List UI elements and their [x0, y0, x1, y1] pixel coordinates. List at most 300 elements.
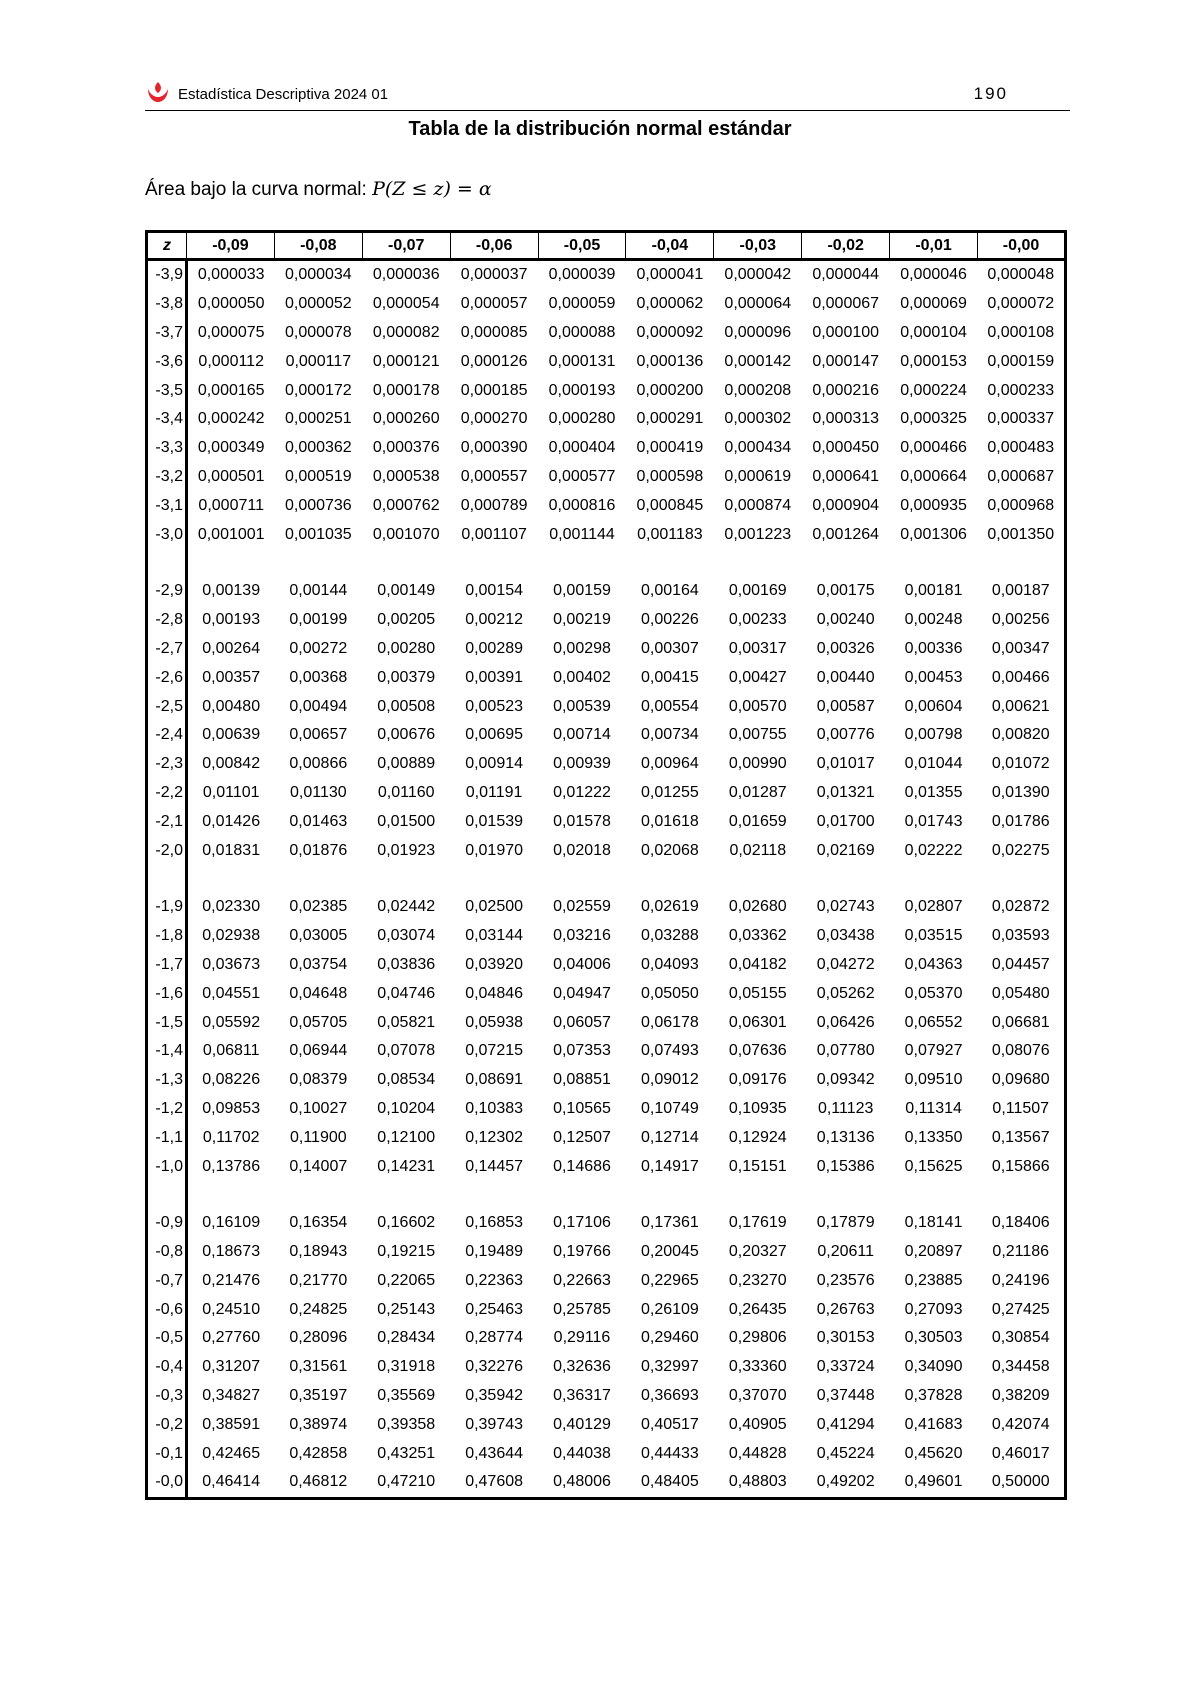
probability-cell: 0,18141: [904, 1214, 963, 1232]
probability-cell: 0,03515: [904, 927, 963, 945]
probability-cell: 0,02222: [904, 841, 963, 859]
table-row: [147, 663, 1066, 692]
spacer-cell: [187, 549, 275, 577]
table-row: [147, 376, 1066, 405]
probability-cell: 0,20611: [817, 1243, 874, 1261]
probability-cell: 0,22065: [377, 1271, 436, 1289]
table-row: [147, 779, 1066, 808]
z-value-label: -3,8: [147, 290, 187, 319]
spacer-cell: [714, 549, 802, 577]
table-row: [147, 1267, 1066, 1296]
probability-cell: 0,22965: [640, 1271, 699, 1289]
table-row: [147, 807, 1066, 836]
probability-cell: 0,000251: [284, 410, 352, 428]
probability-cell: 0,000126: [460, 352, 528, 370]
probability-cell: 0,13136: [816, 1128, 875, 1146]
probability-cell: 0,00272: [289, 639, 348, 657]
probability-cell: 0,00523: [465, 697, 524, 715]
spacer-cell: [890, 865, 978, 893]
probability-cell: 0,000404: [548, 439, 616, 457]
probability-cell: 0,14231: [377, 1157, 436, 1175]
probability-cell: 0,00159: [553, 582, 611, 600]
column-header: -0,00: [978, 232, 1066, 260]
spacer-cell: [890, 549, 978, 577]
probability-cell: 0,000136: [636, 352, 704, 370]
probability-cell: 0,000178: [372, 381, 440, 399]
z-value-label: -0,0: [147, 1468, 187, 1498]
probability-cell: 0,05480: [991, 984, 1050, 1002]
table-row: [147, 1410, 1066, 1439]
probability-cell: 0,13350: [904, 1128, 963, 1146]
spacer-cell: [978, 549, 1066, 577]
probability-cell: 0,05592: [202, 1013, 261, 1031]
probability-cell: 0,38974: [289, 1415, 348, 1433]
probability-cell: 0,14457: [465, 1157, 524, 1175]
probability-cell: 0,44433: [640, 1444, 699, 1462]
probability-cell: 0,12924: [728, 1128, 787, 1146]
column-header: -0,02: [802, 232, 890, 260]
probability-cell: 0,00453: [904, 668, 963, 686]
probability-cell: 0,42074: [991, 1415, 1050, 1433]
probability-cell: 0,04746: [377, 984, 436, 1002]
probability-cell: 0,000142: [724, 352, 792, 370]
table-row: [147, 434, 1066, 463]
probability-cell: 0,000050: [197, 295, 265, 313]
probability-cell: 0,000619: [724, 467, 792, 485]
probability-cell: 0,47210: [377, 1473, 436, 1491]
probability-cell: 0,03836: [377, 955, 436, 973]
probability-cell: 0,00415: [640, 668, 699, 686]
column-header: -0,03: [714, 232, 802, 260]
column-header: -0,04: [626, 232, 714, 260]
probability-cell: 0,12507: [553, 1128, 611, 1146]
column-header: -0,05: [538, 232, 626, 260]
probability-cell: 0,001035: [284, 525, 352, 543]
probability-cell: 0,01160: [377, 783, 435, 801]
table-row: [147, 1209, 1066, 1238]
probability-cell: 0,00734: [640, 726, 699, 744]
probability-cell: 0,000845: [636, 496, 704, 514]
probability-cell: 0,01876: [289, 841, 348, 859]
probability-cell: 0,00798: [904, 726, 963, 744]
probability-cell: 0,00219: [553, 611, 611, 629]
course-name: Estadística Descriptiva 2024 01: [178, 86, 389, 103]
probability-cell: 0,34458: [991, 1358, 1050, 1376]
probability-cell: 0,02068: [640, 841, 699, 859]
z-value-label: -0,8: [147, 1238, 187, 1267]
probability-cell: 0,10935: [728, 1099, 787, 1117]
probability-cell: 0,16109: [202, 1214, 261, 1232]
probability-cell: 0,46414: [202, 1473, 261, 1491]
probability-cell: 0,10027: [289, 1099, 348, 1117]
table-row: [147, 750, 1066, 779]
probability-cell: 0,11314: [905, 1099, 962, 1117]
probability-cell: 0,38591: [202, 1415, 261, 1433]
probability-cell: 0,50000: [991, 1473, 1050, 1491]
probability-cell: 0,32636: [553, 1358, 611, 1376]
probability-cell: 0,08226: [202, 1071, 261, 1089]
table-row: [147, 577, 1066, 606]
probability-cell: 0,06178: [640, 1013, 699, 1031]
probability-cell: 0,000349: [197, 439, 265, 457]
probability-cell: 0,03754: [289, 955, 348, 973]
probability-cell: 0,38209: [991, 1387, 1050, 1405]
probability-cell: 0,00205: [377, 611, 436, 629]
probability-cell: 0,000059: [548, 295, 616, 313]
probability-cell: 0,25463: [465, 1300, 524, 1318]
probability-cell: 0,31918: [377, 1358, 436, 1376]
probability-cell: 0,000034: [284, 266, 352, 284]
spacer-cell: [626, 549, 714, 577]
probability-cell: 0,48006: [553, 1473, 611, 1491]
probability-cell: 0,000041: [636, 266, 704, 284]
probability-cell: 0,000641: [812, 467, 880, 485]
probability-cell: 0,000233: [987, 381, 1055, 399]
probability-cell: 0,40517: [640, 1415, 699, 1433]
table-row: [147, 1353, 1066, 1382]
probability-cell: 0,01743: [904, 812, 963, 830]
spacer-cell: [450, 549, 538, 577]
probability-cell: 0,32997: [640, 1358, 699, 1376]
probability-cell: 0,00914: [465, 755, 524, 773]
probability-cell: 0,01255: [640, 783, 699, 801]
probability-cell: 0,03074: [377, 927, 436, 945]
probability-cell: 0,08534: [377, 1071, 436, 1089]
probability-cell: 0,17106: [553, 1214, 611, 1232]
probability-cell: 0,000376: [372, 439, 440, 457]
z-value-label: -2,4: [147, 721, 187, 750]
z-value-label: -1,2: [147, 1095, 187, 1124]
page-title: Tabla de la distribución normal estándar: [408, 118, 792, 140]
probability-cell: 0,36693: [640, 1387, 699, 1405]
probability-cell: 0,03673: [202, 955, 261, 973]
probability-cell: 0,00193: [202, 611, 261, 629]
probability-cell: 0,02872: [991, 898, 1050, 916]
probability-cell: 0,16354: [289, 1214, 348, 1232]
probability-cell: 0,000159: [987, 352, 1055, 370]
probability-cell: 0,000270: [460, 410, 528, 428]
probability-cell: 0,000501: [197, 467, 265, 485]
probability-cell: 0,00379: [377, 668, 436, 686]
probability-cell: 0,28096: [289, 1329, 348, 1347]
table-row: [147, 1152, 1066, 1181]
probability-cell: 0,15386: [816, 1157, 875, 1175]
probability-cell: 0,000082: [372, 323, 440, 341]
probability-cell: 0,000112: [198, 352, 264, 370]
probability-cell: 0,00154: [465, 582, 524, 600]
table-row: [147, 1295, 1066, 1324]
probability-cell: 0,000789: [460, 496, 528, 514]
table-row: [147, 692, 1066, 721]
probability-cell: 0,00639: [202, 726, 261, 744]
probability-cell: 0,00326: [816, 639, 875, 657]
probability-cell: 0,000711: [198, 496, 264, 514]
probability-cell: 0,01355: [904, 783, 963, 801]
probability-cell: 0,03144: [465, 927, 524, 945]
probability-cell: 0,000208: [724, 381, 792, 399]
probability-cell: 0,001183: [637, 525, 703, 543]
z-value-label: -0,4: [147, 1353, 187, 1382]
probability-cell: 0,000519: [284, 467, 352, 485]
probability-cell: 0,05155: [728, 984, 787, 1002]
probability-cell: 0,00175: [816, 582, 875, 600]
probability-cell: 0,02169: [816, 841, 875, 859]
z-value-label: -0,2: [147, 1410, 187, 1439]
probability-cell: 0,07780: [816, 1042, 875, 1060]
table-row: [147, 260, 1066, 290]
probability-cell: 0,26435: [728, 1300, 787, 1318]
probability-cell: 0,44828: [728, 1444, 787, 1462]
probability-cell: 0,000538: [372, 467, 440, 485]
probability-cell: 0,05050: [640, 984, 699, 1002]
probability-cell: 0,21476: [202, 1271, 261, 1289]
probability-cell: 0,00164: [640, 582, 699, 600]
probability-cell: 0,25143: [377, 1300, 436, 1318]
probability-cell: 0,11123: [817, 1099, 874, 1117]
spacer-cell: [978, 865, 1066, 893]
probability-formula: P(Z ≤ z) = α: [372, 178, 492, 200]
probability-cell: 0,00139: [202, 582, 261, 600]
z-value-label: -2,9: [147, 577, 187, 606]
probability-cell: 0,36317: [553, 1387, 611, 1405]
table-row: [147, 405, 1066, 434]
probability-cell: 0,24196: [991, 1271, 1050, 1289]
z-value-label: -1,9: [147, 893, 187, 922]
probability-cell: 0,29806: [728, 1329, 787, 1347]
probability-cell: 0,000046: [900, 266, 967, 284]
probability-cell: 0,49202: [816, 1473, 875, 1491]
probability-cell: 0,35942: [465, 1387, 524, 1405]
probability-cell: 0,000092: [636, 323, 704, 341]
z-value-label: -2,6: [147, 663, 187, 692]
normal-distribution-table: [145, 230, 1067, 1500]
probability-cell: 0,01618: [640, 812, 699, 830]
probability-cell: 0,000598: [636, 467, 704, 485]
probability-cell: 0,02330: [202, 898, 261, 916]
probability-cell: 0,03216: [553, 927, 611, 945]
probability-cell: 0,000736: [284, 496, 352, 514]
z-value-label: -3,9: [147, 260, 187, 290]
probability-cell: 0,20897: [904, 1243, 963, 1261]
probability-cell: 0,000968: [987, 496, 1055, 514]
probability-cell: 0,03362: [728, 927, 787, 945]
probability-cell: 0,41294: [816, 1415, 875, 1433]
probability-cell: 0,28434: [377, 1329, 436, 1347]
probability-cell: 0,05370: [904, 984, 963, 1002]
probability-cell: 0,00570: [728, 697, 787, 715]
spacer-cell: [802, 1181, 890, 1209]
table-row: [147, 1037, 1066, 1066]
group-spacer-row: [147, 549, 1066, 577]
probability-cell: 0,01578: [553, 812, 611, 830]
probability-cell: 0,16602: [377, 1214, 436, 1232]
column-header: -0,07: [362, 232, 450, 260]
probability-cell: 0,31561: [289, 1358, 348, 1376]
probability-cell: 0,00233: [728, 611, 787, 629]
spacer-cell: [802, 865, 890, 893]
probability-cell: 0,001306: [900, 525, 967, 543]
probability-cell: 0,02442: [377, 898, 436, 916]
z-value-label: -2,3: [147, 750, 187, 779]
probability-cell: 0,06552: [904, 1013, 963, 1031]
spacer-cell: [362, 549, 450, 577]
probability-cell: 0,02807: [904, 898, 963, 916]
table-row: [147, 922, 1066, 951]
probability-cell: 0,000419: [636, 439, 704, 457]
spacer-cell: [714, 1181, 802, 1209]
table-header-row: [147, 232, 1066, 260]
page-header: [145, 80, 1070, 111]
table-row: [147, 347, 1066, 376]
probability-cell: 0,27425: [991, 1300, 1050, 1318]
probability-cell: 0,29116: [553, 1329, 611, 1347]
probability-cell: 0,42858: [289, 1444, 348, 1462]
probability-cell: 0,37448: [816, 1387, 875, 1405]
probability-cell: 0,00336: [904, 639, 963, 657]
probability-cell: 0,04846: [465, 984, 524, 1002]
probability-cell: 0,01287: [728, 783, 787, 801]
probability-cell: 0,00714: [553, 726, 611, 744]
probability-cell: 0,00357: [202, 668, 261, 686]
probability-cell: 0,000313: [812, 410, 880, 428]
probability-cell: 0,00298: [553, 639, 611, 657]
probability-cell: 0,09853: [202, 1099, 261, 1117]
table-row: [147, 1439, 1066, 1468]
probability-cell: 0,00402: [553, 668, 611, 686]
probability-cell: 0,02559: [553, 898, 611, 916]
probability-cell: 0,000075: [197, 323, 265, 341]
z-value-label: -3,7: [147, 319, 187, 348]
probability-cell: 0,07927: [904, 1042, 963, 1060]
probability-cell: 0,43644: [465, 1444, 524, 1462]
probability-cell: 0,19215: [377, 1243, 436, 1261]
probability-cell: 0,40905: [728, 1415, 787, 1433]
probability-cell: 0,02275: [991, 841, 1050, 859]
probability-cell: 0,000193: [548, 381, 616, 399]
probability-cell: 0,00480: [202, 697, 261, 715]
column-header: -0,09: [187, 232, 275, 260]
z-value-label: -1,5: [147, 1008, 187, 1037]
subtitle-text: Área bajo la curva normal:: [145, 179, 367, 200]
probability-cell: 0,04551: [202, 984, 261, 1002]
table-row: [147, 635, 1066, 664]
z-value-label: -1,4: [147, 1037, 187, 1066]
probability-cell: 0,01500: [377, 812, 436, 830]
probability-cell: 0,000039: [548, 266, 616, 284]
probability-cell: 0,01072: [991, 755, 1050, 773]
spacer-cell: [538, 549, 626, 577]
probability-cell: 0,000057: [460, 295, 528, 313]
z-value-label: -0,9: [147, 1209, 187, 1238]
probability-cell: 0,000085: [460, 323, 528, 341]
probability-cell: 0,37070: [728, 1387, 787, 1405]
probability-cell: 0,00368: [289, 668, 348, 686]
table-row: [147, 1008, 1066, 1037]
probability-cell: 0,000466: [900, 439, 967, 457]
z-column-header: z: [147, 232, 187, 260]
z-value-label: -3,4: [147, 405, 187, 434]
subtitle: [145, 178, 492, 201]
probability-cell: 0,01700: [816, 812, 875, 830]
probability-cell: 0,00181: [904, 582, 963, 600]
probability-cell: 0,000165: [197, 381, 265, 399]
probability-cell: 0,01786: [991, 812, 1050, 830]
z-value-label: -0,3: [147, 1382, 187, 1411]
probability-cell: 0,10204: [377, 1099, 436, 1117]
probability-cell: 0,000054: [372, 295, 440, 313]
probability-cell: 0,04272: [816, 955, 875, 973]
z-value-label: -3,1: [147, 491, 187, 520]
probability-cell: 0,35197: [289, 1387, 348, 1405]
probability-cell: 0,48803: [728, 1473, 787, 1491]
probability-cell: 0,000337: [987, 410, 1055, 428]
probability-cell: 0,02743: [816, 898, 875, 916]
z-value-label: -0,6: [147, 1295, 187, 1324]
table-row: [147, 1123, 1066, 1152]
probability-cell: 0,000577: [548, 467, 616, 485]
probability-cell: 0,00280: [377, 639, 436, 657]
probability-cell: 0,000078: [284, 323, 352, 341]
probability-cell: 0,01130: [290, 783, 347, 801]
probability-cell: 0,01321: [816, 783, 875, 801]
probability-cell: 0,000185: [460, 381, 528, 399]
table-row: [147, 1238, 1066, 1267]
probability-cell: 0,30854: [991, 1329, 1050, 1347]
probability-cell: 0,00621: [991, 697, 1050, 715]
probability-cell: 0,000260: [372, 410, 440, 428]
probability-cell: 0,01222: [553, 783, 611, 801]
probability-cell: 0,000904: [812, 496, 880, 514]
table-row: [147, 1324, 1066, 1353]
probability-cell: 0,01659: [728, 812, 787, 830]
probability-cell: 0,11507: [992, 1099, 1050, 1117]
probability-cell: 0,10565: [553, 1099, 611, 1117]
probability-cell: 0,00264: [202, 639, 261, 657]
probability-cell: 0,000147: [812, 352, 880, 370]
probability-cell: 0,12302: [465, 1128, 524, 1146]
probability-cell: 0,17619: [728, 1214, 787, 1232]
probability-cell: 0,46812: [289, 1473, 348, 1491]
column-header: -0,01: [890, 232, 978, 260]
z-value-label: -0,1: [147, 1439, 187, 1468]
probability-cell: 0,39743: [465, 1415, 524, 1433]
probability-cell: 0,01191: [465, 783, 523, 801]
probability-cell: 0,00676: [377, 726, 436, 744]
probability-cell: 0,000664: [900, 467, 967, 485]
probability-cell: 0,00539: [553, 697, 611, 715]
probability-cell: 0,41683: [904, 1415, 963, 1433]
probability-cell: 0,00226: [640, 611, 699, 629]
probability-cell: 0,34827: [202, 1387, 261, 1405]
probability-cell: 0,000172: [284, 381, 352, 399]
probability-cell: 0,10383: [465, 1099, 524, 1117]
probability-cell: 0,00508: [377, 697, 436, 715]
probability-cell: 0,000121: [372, 352, 440, 370]
probability-cell: 0,000108: [987, 323, 1055, 341]
probability-cell: 0,27093: [904, 1300, 963, 1318]
probability-cell: 0,001107: [461, 525, 527, 543]
probability-cell: 0,02018: [553, 841, 611, 859]
probability-cell: 0,11702: [202, 1128, 260, 1146]
probability-cell: 0,03593: [991, 927, 1050, 945]
probability-cell: 0,000096: [724, 323, 792, 341]
probability-cell: 0,18406: [991, 1214, 1050, 1232]
probability-cell: 0,05938: [465, 1013, 524, 1031]
table-row: [147, 491, 1066, 520]
probability-cell: 0,02619: [640, 898, 699, 916]
table-row: [147, 1382, 1066, 1411]
probability-cell: 0,01923: [377, 841, 436, 859]
